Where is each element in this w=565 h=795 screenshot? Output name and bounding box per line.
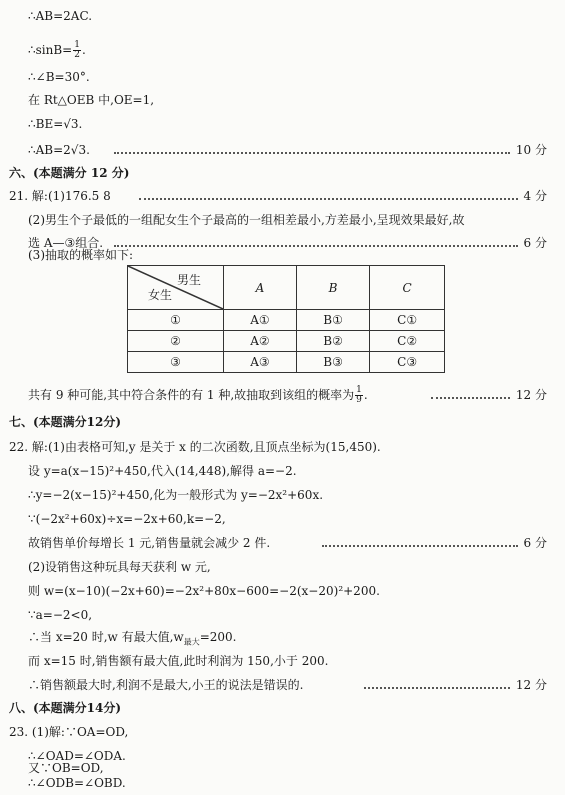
section-eight-heading: 八、(本题满分14分): [9, 701, 122, 715]
table-row-label: ①: [128, 310, 224, 331]
leader-dots: [431, 397, 510, 399]
line-q23-d: ∴∠ODB=∠OBD.: [28, 776, 126, 790]
line-q23-c: 又∵OB=OD,: [28, 761, 104, 775]
line-angle-b: ∴∠B=30°.: [28, 70, 90, 84]
table-col-header: C: [370, 266, 445, 310]
line-q22-e: 故销售单价每增长 1 元,销售量就会减少 2 件. 6 分: [0, 532, 565, 554]
line-q22-i: ∴当 x=20 时,w 有最大值$,w_{最大}=200$.: [28, 630, 237, 647]
table-corner-cell: 男生 女生: [128, 266, 224, 310]
table-row-label: ③: [128, 352, 224, 373]
table-cell: C③: [370, 352, 445, 373]
line-q22-g: 则 w=(x−10)(−2x+60)=−2x²+80x−600=−2(x−20)²+200.: [28, 584, 380, 598]
line-q22-f: (2)设销售这种玩具每天获利 w 元,: [28, 560, 211, 574]
table-col-header: A: [224, 266, 297, 310]
line-q23-a: 23. (1)解:∵OA=OD,: [9, 725, 129, 739]
table-cell: C①: [370, 310, 445, 331]
fraction-one-half: $\frac{1}{2}$: [74, 40, 80, 60]
leader-dots: [114, 152, 510, 154]
line-q21-part1: 21. 解:(1)176.5 8 4 分: [0, 185, 565, 207]
score-label: 12 分: [515, 678, 547, 692]
line-q23-b: ∴∠OAD=∠ODA.: [28, 749, 126, 763]
leader-dots: [364, 687, 510, 689]
line-q22-c: ∴y=−2(x−15)²+450,化为一般形式为 y=−2x²+60x.: [28, 488, 324, 502]
line-q21-part2: (2)男生个子最低的一组配女生个子最高的一组相差最小,方差最小,呈现效果最好,故: [28, 213, 465, 227]
line-rt-oeb: 在 Rt△OEB 中,OE=1,: [28, 93, 155, 107]
table-cell: B②: [296, 331, 369, 352]
line-q21-part2-cont: 选 A—③组合. 6 分: [0, 232, 565, 254]
leader-dots: [322, 545, 518, 547]
line-q21-part3: (3)抽取的概率如下:: [28, 248, 134, 262]
table-cell: A②: [224, 331, 297, 352]
line-q21-probability: 共有 9 种可能,其中符合条件的有 1 种,故抽取到该组的概率为 $\frac{1}{9}$ . 12 分: [28, 385, 547, 405]
line-q22-j: 而 x=15 时,销售额有最大值,此时利润为 150,小于 200.: [28, 654, 329, 668]
line-q22-k: ∴销售额最大时,利润不是最大,小王的说法是错误的. 12 分: [0, 674, 565, 696]
line-q22-d: ∵(−2x²+60x)÷x=−2x+60,k=−2,: [28, 512, 226, 526]
diagonal-line: [128, 266, 223, 309]
score-label: 12 分: [515, 388, 547, 402]
line-ab-2ac: ∴AB=2AC.: [28, 9, 93, 23]
line-q22-a: 22. 解:(1)由表格可知,y 是关于 x 的二次函数,且顶点坐标为(15,450).: [9, 440, 381, 454]
score-label: 6 分: [523, 536, 547, 550]
line-q22-b: 设 y=a(x−15)²+450,代入(14,448),解得 a=−2.: [28, 464, 297, 478]
table-header-row: [128, 266, 445, 310]
table-cell: A③: [224, 352, 297, 373]
score-label: 10 分: [515, 143, 547, 157]
line-be: ∴BE=√3.: [28, 117, 83, 131]
table-row: [128, 310, 445, 331]
table-col-header: B: [296, 266, 369, 310]
table-row-label: ②: [128, 331, 224, 352]
table-cell: C②: [370, 331, 445, 352]
section-seven-heading: 七、(本题满分12分): [9, 415, 122, 429]
line-sinb: ∴sinB= $\frac{1}{2}$ .: [28, 40, 86, 60]
table-cell: B①: [296, 310, 369, 331]
leader-dots: [139, 198, 518, 200]
table-row: [128, 331, 445, 352]
table-cell: B③: [296, 352, 369, 373]
line-ab-result: ∴AB=2√3. 10 分: [0, 139, 565, 161]
score-label: 6 分: [523, 236, 547, 250]
fraction-one-ninth: $\frac{1}{9}$: [356, 385, 362, 405]
table-cell: A①: [224, 310, 297, 331]
section-six-heading: 六、(本题满分 12 分): [9, 166, 130, 180]
probability-table: [127, 265, 445, 373]
score-label: 4 分: [523, 189, 547, 203]
table-row: [128, 352, 445, 373]
line-q22-h: ∵a=−2<0,: [28, 608, 93, 622]
